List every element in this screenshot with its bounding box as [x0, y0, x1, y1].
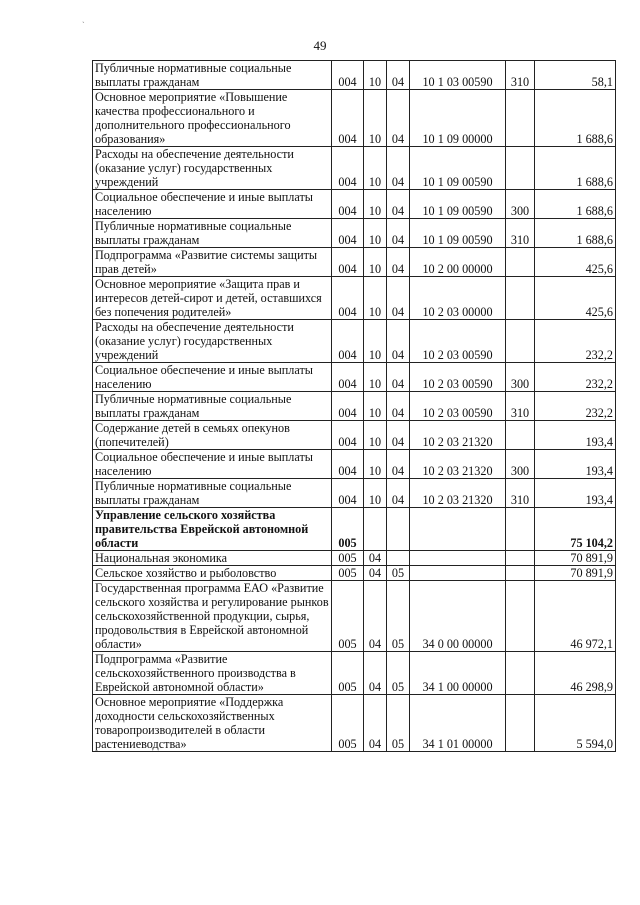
row-name: Публичные нормативные социальные выплаты гражданам: [93, 61, 332, 90]
row-vr-code: [506, 147, 535, 190]
row-gr-code: 004: [332, 90, 364, 147]
row-csr-code: 10 2 03 21320: [410, 479, 506, 508]
row-amount: 425,6: [535, 248, 616, 277]
row-csr-code: 10 2 00 00000: [410, 248, 506, 277]
table-row: [93, 147, 616, 190]
row-gr-code: 005: [332, 695, 364, 752]
row-amount: 193,4: [535, 479, 616, 508]
row-gr-code: 004: [332, 320, 364, 363]
table-row: [93, 450, 616, 479]
row-rz-code: 10: [364, 363, 387, 392]
row-gr-code: 004: [332, 248, 364, 277]
row-pr-code: 04: [387, 190, 410, 219]
row-vr-code: [506, 695, 535, 752]
table-row: [93, 61, 616, 90]
table-row: [93, 566, 616, 581]
row-vr-code: [506, 551, 535, 566]
row-name: Публичные нормативные социальные выплаты гражданам: [93, 392, 332, 421]
table-row: [93, 581, 616, 652]
row-csr-code: 34 0 00 00000: [410, 581, 506, 652]
row-rz-code: 10: [364, 277, 387, 320]
row-vr-code: 310: [506, 219, 535, 248]
row-csr-code: 10 2 03 00590: [410, 392, 506, 421]
row-vr-code: [506, 581, 535, 652]
row-name: Публичные нормативные социальные выплаты гражданам: [93, 479, 332, 508]
table-row: [93, 479, 616, 508]
row-pr-code: 04: [387, 421, 410, 450]
row-pr-code: 04: [387, 320, 410, 363]
row-gr-code: 004: [332, 479, 364, 508]
row-name: Государственная программа ЕАО «Развитие сельского хозяйства и регулирование рынков сельскохозяйственной продукции, сырья, продовольствия в Еврейской автономной области»: [93, 581, 332, 652]
row-amount: 1 688,6: [535, 90, 616, 147]
table-row: [93, 695, 616, 752]
row-name: Основное мероприятие «Защита прав и интересов детей-сирот и детей, оставшихся без попечения родителей»: [93, 277, 332, 320]
row-rz-code: 04: [364, 695, 387, 752]
row-csr-code: 10 1 09 00590: [410, 219, 506, 248]
scan-mark: ˏ: [82, 14, 85, 23]
row-name: Социальное обеспечение и иные выплаты населению: [93, 450, 332, 479]
row-csr-code: 34 1 00 00000: [410, 652, 506, 695]
row-amount: 70 891,9: [535, 566, 616, 581]
row-gr-code: 004: [332, 363, 364, 392]
row-name: Подпрограмма «Развитие сельскохозяйственного производства в Еврейской автономной области»: [93, 652, 332, 695]
row-pr-code: 05: [387, 581, 410, 652]
row-amount: 1 688,6: [535, 190, 616, 219]
row-gr-code: 005: [332, 508, 364, 551]
budget-table-body: [93, 61, 616, 752]
row-amount: 1 688,6: [535, 147, 616, 190]
row-amount: 5 594,0: [535, 695, 616, 752]
row-vr-code: 300: [506, 450, 535, 479]
row-gr-code: 004: [332, 219, 364, 248]
row-csr-code: 10 1 09 00000: [410, 90, 506, 147]
row-vr-code: [506, 277, 535, 320]
row-pr-code: 04: [387, 392, 410, 421]
row-amount: 425,6: [535, 277, 616, 320]
row-pr-code: 04: [387, 90, 410, 147]
row-csr-code: 10 1 09 00590: [410, 190, 506, 219]
row-rz-code: [364, 508, 387, 551]
budget-table: [92, 60, 616, 752]
row-gr-code: 005: [332, 551, 364, 566]
table-row: [93, 652, 616, 695]
row-pr-code: 05: [387, 566, 410, 581]
table-row: [93, 248, 616, 277]
row-amount: 58,1: [535, 61, 616, 90]
table-row: [93, 277, 616, 320]
row-rz-code: 04: [364, 566, 387, 581]
table-row: [93, 363, 616, 392]
row-csr-code: 10 2 03 00590: [410, 320, 506, 363]
row-vr-code: 300: [506, 190, 535, 219]
row-name: Национальная экономика: [93, 551, 332, 566]
row-name: Основное мероприятие «Повышение качества профессионального и дополнительного профессионального образования»: [93, 90, 332, 147]
row-name: Публичные нормативные социальные выплаты гражданам: [93, 219, 332, 248]
row-rz-code: 10: [364, 90, 387, 147]
row-csr-code: [410, 566, 506, 581]
row-gr-code: 004: [332, 277, 364, 320]
row-vr-code: 310: [506, 392, 535, 421]
row-vr-code: [506, 320, 535, 363]
row-gr-code: 005: [332, 652, 364, 695]
row-pr-code: 04: [387, 248, 410, 277]
row-name: Основное мероприятие «Поддержка доходности сельскохозяйственных товаропроизводителей в области растениеводства»: [93, 695, 332, 752]
row-vr-code: [506, 652, 535, 695]
row-vr-code: 310: [506, 61, 535, 90]
table-row: [93, 219, 616, 248]
row-amount: 46 972,1: [535, 581, 616, 652]
row-csr-code: 10 1 09 00590: [410, 147, 506, 190]
row-vr-code: [506, 508, 535, 551]
row-amount: 46 298,9: [535, 652, 616, 695]
row-rz-code: 10: [364, 392, 387, 421]
row-csr-code: 10 1 03 00590: [410, 61, 506, 90]
row-vr-code: [506, 90, 535, 147]
row-csr-code: [410, 508, 506, 551]
row-amount: 75 104,2: [535, 508, 616, 551]
row-gr-code: 005: [332, 566, 364, 581]
row-pr-code: 04: [387, 450, 410, 479]
row-rz-code: 10: [364, 190, 387, 219]
table-row: [93, 392, 616, 421]
row-pr-code: 04: [387, 61, 410, 90]
row-vr-code: 310: [506, 479, 535, 508]
row-name: Расходы на обеспечение деятельности (оказание услуг) государственных учреждений: [93, 147, 332, 190]
row-rz-code: 10: [364, 61, 387, 90]
row-rz-code: 04: [364, 581, 387, 652]
row-csr-code: 10 2 03 00000: [410, 277, 506, 320]
row-csr-code: 10 2 03 00590: [410, 363, 506, 392]
row-name: Социальное обеспечение и иные выплаты населению: [93, 363, 332, 392]
row-name: Подпрограмма «Развитие системы защиты прав детей»: [93, 248, 332, 277]
row-rz-code: 10: [364, 479, 387, 508]
row-rz-code: 04: [364, 652, 387, 695]
row-csr-code: 34 1 01 00000: [410, 695, 506, 752]
row-amount: 70 891,9: [535, 551, 616, 566]
row-pr-code: 05: [387, 695, 410, 752]
row-rz-code: 10: [364, 219, 387, 248]
row-gr-code: 004: [332, 61, 364, 90]
row-amount: 1 688,6: [535, 219, 616, 248]
row-name: Расходы на обеспечение деятельности (оказание услуг) государственных учреждений: [93, 320, 332, 363]
row-name: Управление сельского хозяйства правительства Еврейской автономной области: [93, 508, 332, 551]
row-pr-code: [387, 508, 410, 551]
row-pr-code: 04: [387, 479, 410, 508]
row-name: Содержание детей в семьях опекунов (попечителей): [93, 421, 332, 450]
table-row: [93, 320, 616, 363]
row-amount: 232,2: [535, 363, 616, 392]
row-pr-code: 04: [387, 219, 410, 248]
row-csr-code: 10 2 03 21320: [410, 450, 506, 479]
row-vr-code: [506, 248, 535, 277]
row-csr-code: 10 2 03 21320: [410, 421, 506, 450]
row-pr-code: 04: [387, 147, 410, 190]
row-name: Сельское хозяйство и рыболовство: [93, 566, 332, 581]
row-pr-code: 05: [387, 652, 410, 695]
row-pr-code: 04: [387, 363, 410, 392]
row-amount: 232,2: [535, 392, 616, 421]
page-number: 49: [313, 38, 327, 53]
row-vr-code: [506, 421, 535, 450]
table-row: [93, 90, 616, 147]
row-rz-code: 10: [364, 450, 387, 479]
table-row: [93, 421, 616, 450]
row-gr-code: 004: [332, 392, 364, 421]
row-amount: 193,4: [535, 450, 616, 479]
row-rz-code: 10: [364, 248, 387, 277]
row-rz-code: 04: [364, 551, 387, 566]
row-amount: 193,4: [535, 421, 616, 450]
row-rz-code: 10: [364, 147, 387, 190]
row-gr-code: 004: [332, 450, 364, 479]
row-gr-code: 004: [332, 190, 364, 219]
row-gr-code: 004: [332, 147, 364, 190]
row-gr-code: 005: [332, 581, 364, 652]
row-csr-code: [410, 551, 506, 566]
row-name: Социальное обеспечение и иные выплаты населению: [93, 190, 332, 219]
table-row: [93, 551, 616, 566]
row-vr-code: [506, 566, 535, 581]
row-gr-code: 004: [332, 421, 364, 450]
table-row: [93, 190, 616, 219]
row-rz-code: 10: [364, 421, 387, 450]
row-vr-code: 300: [506, 363, 535, 392]
row-pr-code: [387, 551, 410, 566]
row-rz-code: 10: [364, 320, 387, 363]
table-row: [93, 508, 616, 551]
row-pr-code: 04: [387, 277, 410, 320]
row-amount: 232,2: [535, 320, 616, 363]
